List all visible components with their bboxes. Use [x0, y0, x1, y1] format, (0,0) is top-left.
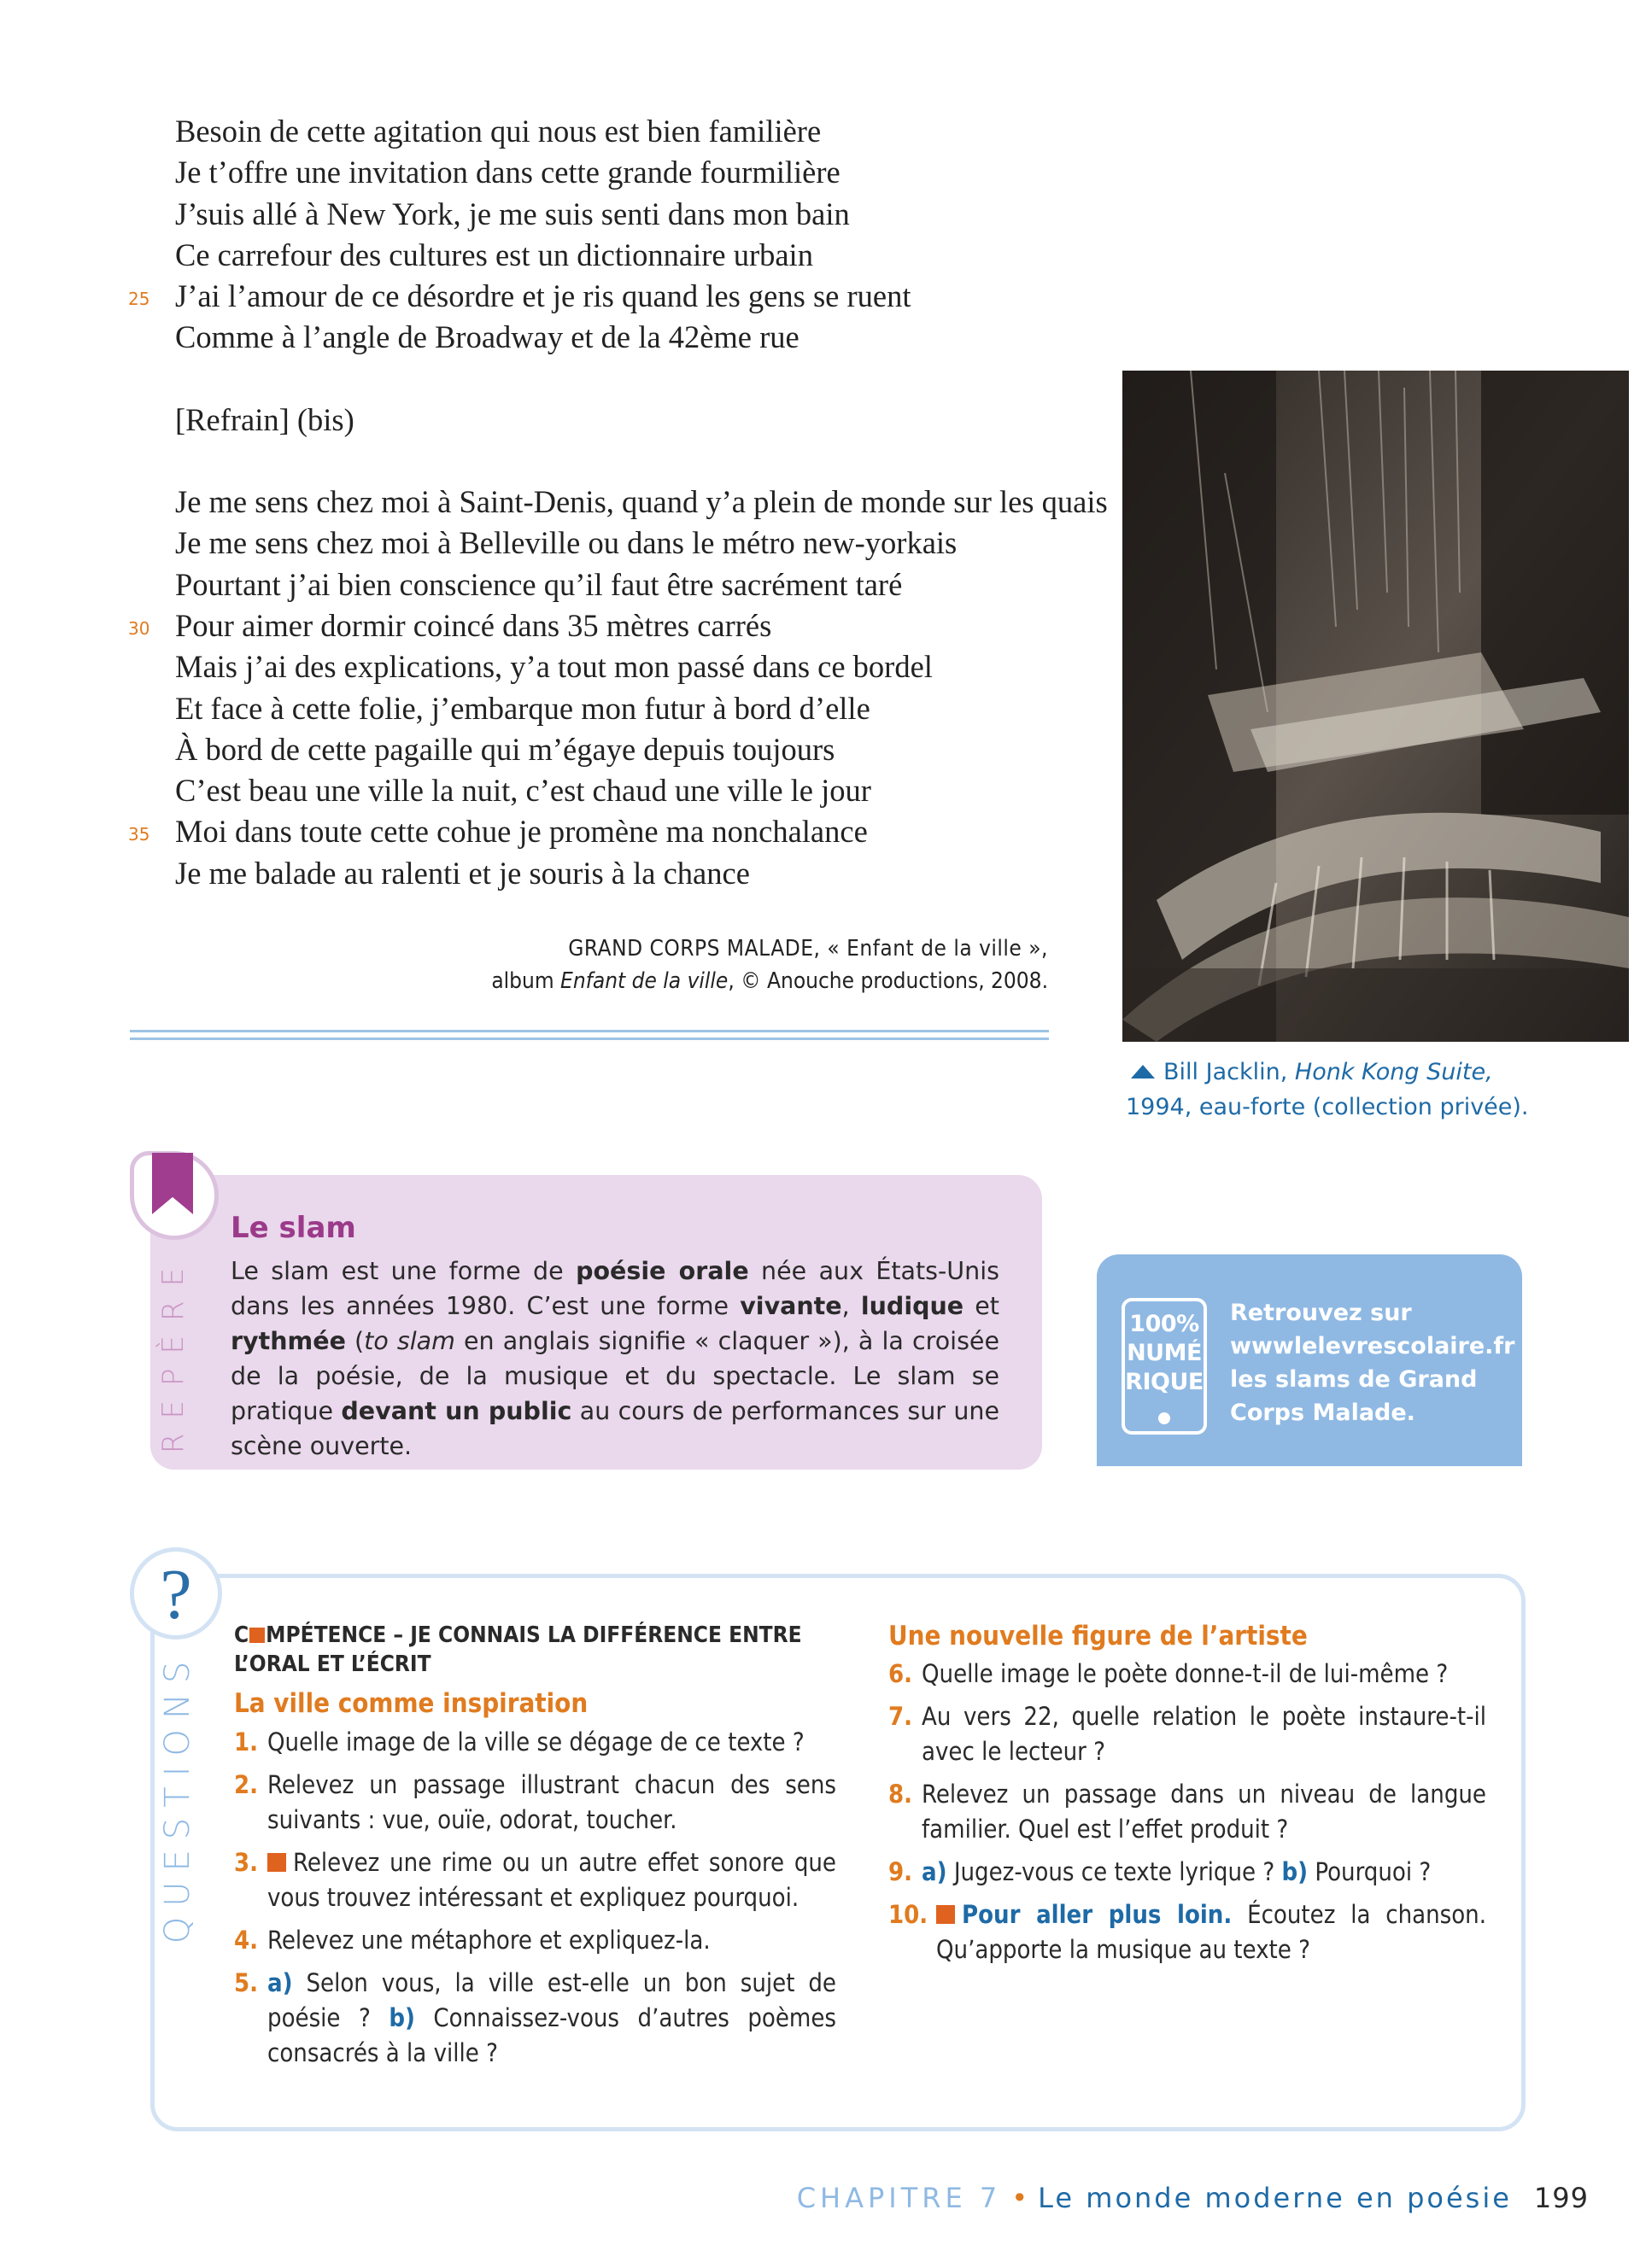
- line-number: 30: [128, 617, 150, 639]
- poem-line: Pourtant j’ai bien conscience qu’il faut être sacrément taré: [175, 566, 903, 602]
- section-heading-artiste: Une nouvelle figure de l’artiste: [888, 1621, 1308, 1651]
- questions-label: QUESTIONS: [158, 1651, 197, 1944]
- artwork-caption: Bill Jacklin, Honk Kong Suite, 1994, eau-forte (collection privée).: [1126, 1059, 1529, 1120]
- repere-title: Le slam: [231, 1211, 356, 1245]
- section-heading-ville: La ville comme inspiration: [234, 1688, 589, 1719]
- poem-line: Je t’offre une invitation dans cette grande fourmilière: [175, 155, 840, 190]
- citation-author: GRAND CORPS MALADE, « Enfant de la ville »,: [568, 936, 1048, 962]
- question-10: 10. Pour aller plus loin. Écoutez la chanson. Qu’apporte la musique au texte ?: [888, 1900, 1487, 1964]
- poem-line: 30 Pour aimer dormir coincé dans 35 mètres carrés: [128, 605, 1059, 646]
- questions-left-column: [234, 1621, 836, 2078]
- question-9: 9. a) Jugez-vous ce texte lyrique ? b) Pourquoi ?: [888, 1857, 1432, 1886]
- question-1: 1. Quelle image de la ville se dégage de ce texte ?: [234, 1727, 805, 1757]
- poem-line: Mais j’ai des explications, y’a tout mon passé dans ce bordel: [175, 649, 933, 685]
- question-4: 4. Relevez une métaphore et expliquez-la.: [234, 1926, 711, 1955]
- line-number: 35: [128, 824, 150, 845]
- poem-line: Je me balade au ralenti et je souris à la chance: [175, 855, 750, 891]
- poem-text: [128, 111, 1108, 894]
- question-2: 2. Relevez un passage illustrant chacun des sens suivants : vue, ouïe, odorat, toucher.: [234, 1770, 836, 1834]
- question-mark-icon: ?: [160, 1555, 192, 1634]
- chapter-label: CHAPITRE 7: [796, 2182, 1002, 2214]
- poem-line: À bord de cette pagaille qui m’égaye depuis toujours: [175, 731, 835, 767]
- repere-label: REPÈRE: [156, 1253, 190, 1454]
- stanza-gap: [128, 359, 1059, 400]
- line-number: 25: [128, 289, 150, 310]
- difficulty-square-icon: [267, 1853, 286, 1872]
- question-5: 5. a) Selon vous, la ville est-elle un bon sujet de poésie ? b) Connaissez-vous d’autres poèmes consacrés à la ville ?: [234, 1968, 837, 2067]
- question-8: 8. Relevez un passage dans un niveau de langue familier. Quel est l’effet produit ?: [888, 1780, 1486, 1844]
- poem-line: Je me sens chez moi à Saint-Denis, quand y’a plein de monde sur les quais: [175, 484, 1108, 520]
- digital-resource-link[interactable]: Retrouvez sur wwwlelevrescolaire.fr les slams de Grand Corps Malade.: [1230, 1300, 1515, 1426]
- question-6: 6. Quelle image le poète donne-t-il de lui-même ?: [888, 1659, 1449, 1688]
- poem-line: Et face à cette folie, j’embarque mon futur à bord d’elle: [175, 690, 870, 726]
- page-number: 199: [1533, 2182, 1589, 2214]
- poem-line: Je me sens chez moi à Belleville ou dans le métro new-yorkais: [175, 525, 958, 561]
- citation-album: album Enfant de la ville, © Anouche productions, 2008.: [491, 968, 1048, 994]
- poem-line: C’est beau une ville la nuit, c’est chaud une ville le jour: [175, 773, 871, 809]
- section-divider: [130, 1030, 1049, 1040]
- poem-line: J’suis allé à New York, je me suis senti dans mon bain: [175, 196, 850, 231]
- difficulty-square-icon: [936, 1905, 955, 1924]
- smartphone-icon: [1122, 1298, 1207, 1435]
- questions-right-column: [888, 1621, 1486, 1975]
- poem-line: Besoin de cette agitation qui nous est bien familière: [175, 114, 822, 149]
- citation: [491, 932, 1048, 997]
- poem-line: Ce carrefour des cultures est un dictionnaire urbain: [175, 237, 813, 272]
- numerique-badge: 100% NUMÉ RIQUE: [1125, 1311, 1204, 1395]
- bullet-icon: •: [1011, 2182, 1028, 2214]
- poem-line: 35 Moi dans toute cette cohue je promène ma nonchalance: [128, 811, 1059, 852]
- stanza-gap: [128, 441, 1059, 482]
- chapter-title: Le monde moderne en poésie: [1038, 2182, 1512, 2214]
- caption-triangle-icon: [1131, 1065, 1155, 1078]
- poem-line: [Refrain] (bis): [175, 401, 354, 437]
- competence-square-icon: [249, 1628, 265, 1643]
- artwork-etching: [1122, 371, 1629, 1042]
- poem-line: 25 J’ai l’amour de ce désordre et je ris quand les gens se ruent: [128, 276, 1059, 317]
- poem-line: Comme à l’angle de Broadway et de la 42ème rue: [175, 319, 800, 355]
- repere-text: Le slam est une forme de poésie orale née aux États-Unis dans les années 1980. C’est une forme vivante, ludique et rythmée (to slam en anglais signifie « claquer »), à la croisée de la poésie, de la musique et du spectacle. Le slam se pratique devant un public au cours de performances sur une scène ouverte.: [231, 1257, 1000, 1460]
- competence-heading: C MPÉTENCE – JE CONNAIS LA DIFFÉRENCE ENTRE L’ORAL ET L’ÉCRIT: [234, 1622, 802, 1677]
- etching-illustration: [1122, 371, 1629, 1042]
- question-7: 7. Au vers 22, quelle relation le poète instaure-t-il avec le lecteur ?: [888, 1702, 1486, 1766]
- page-footer: [797, 2182, 1589, 2214]
- question-3: 3. Relevez une rime ou un autre effet sonore que vous trouvez intéressant et expliquez pourquoi.: [234, 1848, 836, 1912]
- phone-button-icon: [1158, 1412, 1170, 1424]
